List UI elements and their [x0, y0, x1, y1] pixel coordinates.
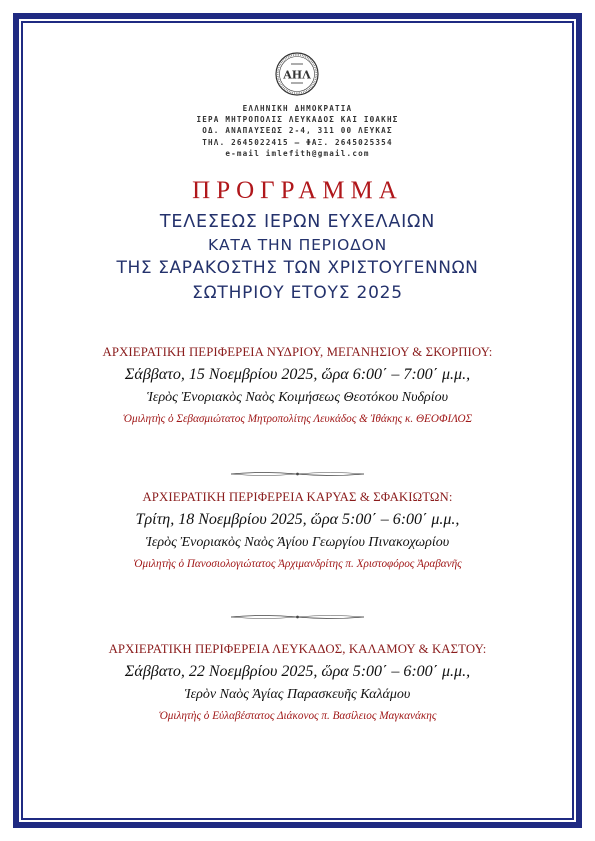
seal-letters: ΑΗΛ [283, 68, 311, 82]
letterhead-email: e-mail imlefith@gmail.com [225, 148, 370, 158]
schedule-section-1 [0, 345, 595, 425]
letterhead [0, 103, 595, 159]
section-date: Τρίτη, 18 Νοεμβρίου 2025, ὥρα 5:00΄ – 6:00΄ μ.μ., [135, 511, 460, 528]
section-heading: ΑΡΧΙΕΡΑΤΙΚΗ ΠΕΡΙΦΕΡΕΙΑ ΛΕΥΚΑΔΟΣ, ΚΑΛΑΜΟΥ & ΚΑΣΤΟΥ: [108, 642, 487, 656]
ornament-divider-icon [229, 469, 366, 479]
section-date: Σάββατο, 15 Νοεμβρίου 2025, ὥρα 6:00΄ – 7:00΄ μ.μ., [124, 366, 471, 383]
page-title: ΠΡΟΓΡΑΜΜΑ [192, 177, 403, 204]
letterhead-metropolis: ΙΕΡΑ ΜΗΤΡΟΠΟΛΙΣ ΛΕΥΚΑΔΟΣ ΚΑΙ ΙΘΑΚΗΣ [196, 115, 399, 125]
letterhead-country: ΕΛΛΗΝΙΚΗ ΔΗΜΟΚΡΑΤΙΑ [242, 104, 353, 113]
schedule-section-3 [0, 642, 595, 722]
letterhead-address: ΟΔ. ΑΝΑΠΑΥΣΕΩΣ 2-4, 311 00 ΛΕΥΚΑΣ [202, 126, 393, 136]
subtitle-line-4: ΣΩΤΗΡΙΟΥ ΕΤΟΥΣ 2025 [192, 283, 403, 303]
section-heading: ΑΡΧΙΕΡΑΤΙΚΗ ΠΕΡΙΦΕΡΕΙΑ ΝΥΔΡΙΟΥ, ΜΕΓΑΝΗΣΙΟΥ & ΣΚΟΡΠΙΟΥ: [102, 345, 493, 359]
subtitle-line-3: ΤΗΣ ΣΑΡΑΚΟΣΤΗΣ ΤΩΝ ΧΡΙΣΤΟΥΓΕΝΝΩΝ [116, 258, 479, 278]
metropolis-seal-icon [275, 52, 319, 96]
section-church: Ἱερὸς Ἐνοριακὸς Ναὸς Ἁγίου Γεωργίου Πινακοχωρίου [145, 535, 450, 550]
schedule-section-2 [0, 490, 595, 570]
section-church: Ἱερὸν Ναὸς Ἁγίας Παρασκευῆς Καλάμου [184, 687, 411, 702]
subtitle-line-1: ΤΕΛΕΣΕΩΣ ΙΕΡΩΝ ΕΥΧΕΛΑΙΩΝ [159, 212, 436, 232]
section-heading: ΑΡΧΙΕΡΑΤΙΚΗ ΠΕΡΙΦΕΡΕΙΑ ΚΑΡΥΑΣ & ΣΦΑΚΙΩΤΩΝ: [142, 490, 453, 504]
letterhead-phone: ΤΗΛ. 2645022415 – ΦΑΞ. 2645025354 [202, 137, 393, 147]
ornament-divider-icon [229, 612, 366, 622]
section-speaker: Ὁμιλητὴς ὁ Εὐλαβέστατος Διάκονος π. Βασίλειος Μαγκανάκης [158, 710, 437, 722]
section-speaker: Ὁμιλητὴς ὁ Πανοσιολογιώτατος Ἀρχιμανδρίτης π. Χριστοφόρος Ἀραβανῆς [133, 558, 462, 570]
section-date: Σάββατο, 22 Νοεμβρίου 2025, ὥρα 5:00΄ – 6:00΄ μ.μ., [124, 663, 471, 680]
section-church: Ἱερὸς Ἐνοριακὸς Ναὸς Κοιμήσεως Θεοτόκου Νυδρίου [146, 390, 449, 405]
section-speaker: Ὁμιλητὴς ὁ Σεβασμιώτατος Μητροπολίτης Λευκάδος & Ἰθάκης κ. ΘΕΟΦΙΛΟΣ [122, 413, 473, 425]
subtitle-line-2: ΚΑΤΑ ΤΗΝ ΠΕΡΙΟΔΟΝ [208, 236, 387, 254]
